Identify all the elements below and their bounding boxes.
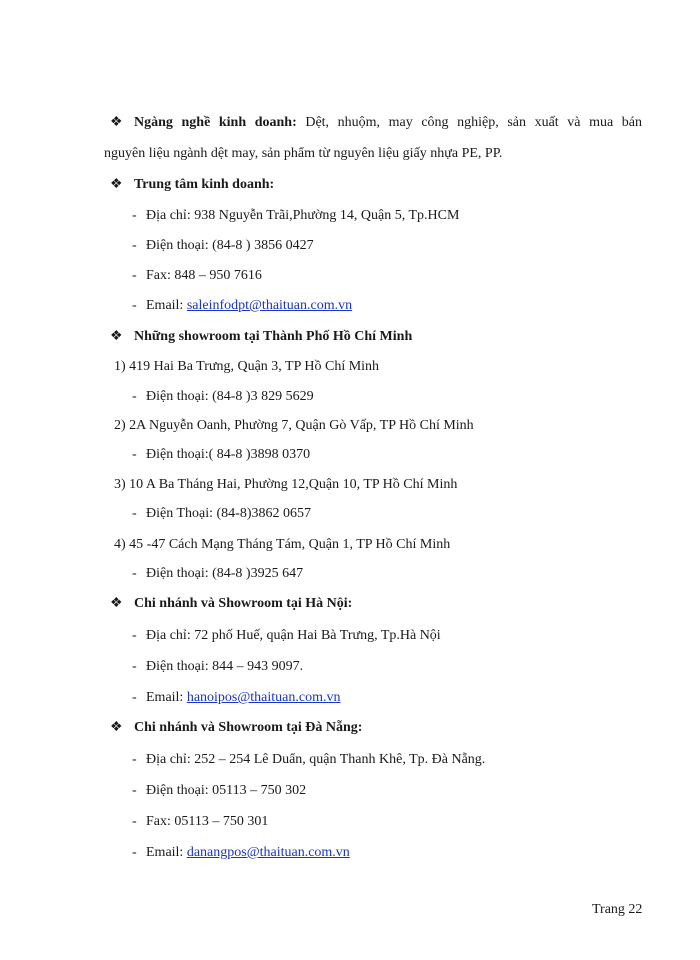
danang-email-link[interactable]: danangpos@thaituan.com.vn	[186, 845, 350, 860]
hcm-showroom-4-phone: - Điện thoại: (84-8 )3925 647	[132, 566, 304, 581]
hcm-showroom-3-phone: - Điện Thoại: (84-8)3862 0657	[132, 506, 311, 521]
section-heading-hcm: Những showroom tại Thành Phố Hồ Chí Minh	[134, 329, 413, 344]
hanoi-email-line: - Email: hanoipos@thaituan.com.vn	[132, 690, 341, 705]
hcm-showroom-4-address: 4) 45 -47 Cách Mạng Tháng Tám, Quận 1, TP Hồ Chí Minh	[114, 537, 451, 552]
center-email-line: - Email: saleinfodpt@thaituan.com.vn	[132, 298, 353, 313]
center-phone: - Điện thoại: (84-8 ) 3856 0427	[132, 238, 314, 253]
center-email-link[interactable]: saleinfodpt@thaituan.com.vn	[186, 298, 353, 313]
page-number: Trang 22	[592, 902, 643, 917]
diamond-bullet-icon: ❖	[110, 177, 123, 192]
business-text: Dệt, nhuộm, may công nghiệp, sản xuất và mua bán	[305, 115, 642, 130]
hcm-showroom-3-address: 3) 10 A Ba Tháng Hai, Phường 12,Quận 10, TP Hồ Chí Minh	[114, 477, 458, 492]
hanoi-phone: - Điện thoại: 844 – 943 9097.	[132, 659, 304, 674]
diamond-bullet-icon: ❖	[110, 329, 123, 344]
center-address: - Địa chỉ: 938 Nguyễn Trãi,Phường 14, Quận 5, Tp.HCM	[132, 208, 460, 223]
hcm-showroom-2-phone: - Điện thoại:( 84-8 )3898 0370	[132, 447, 311, 462]
danang-phone: - Điện thoại: 05113 – 750 302	[132, 783, 307, 798]
business-line-2: nguyên liệu ngành dệt may, sản phẩm từ nguyên liệu giấy nhựa PE, PP.	[104, 146, 503, 161]
center-fax: - Fax: 848 – 950 7616	[132, 268, 262, 283]
diamond-bullet-icon: ❖	[110, 115, 123, 130]
hcm-showroom-1-address: 1) 419 Hai Ba Trưng, Quận 3, TP Hồ Chí Minh	[114, 359, 380, 374]
section-heading-danang: Chi nhánh và Showroom tại Đà Nẵng:	[134, 720, 363, 735]
danang-address: - Địa chỉ: 252 – 254 Lê Duẩn, quận Thanh Khê, Tp. Đà Nẵng.	[132, 752, 486, 767]
section-heading-hanoi: Chi nhánh và Showroom tại Hà Nội:	[134, 596, 353, 611]
diamond-bullet-icon: ❖	[110, 596, 123, 611]
hanoi-address: - Địa chỉ: 72 phố Huế, quận Hai Bà Trưng, Tp.Hà Nội	[132, 628, 441, 643]
section-heading-center: Trung tâm kinh doanh:	[134, 177, 275, 192]
danang-email-line: - Email: danangpos@thaituan.com.vn	[132, 845, 350, 860]
diamond-bullet-icon: ❖	[110, 720, 123, 735]
hcm-showroom-1-phone: - Điện thoại: (84-8 )3 829 5629	[132, 389, 314, 404]
business-line-1	[134, 114, 642, 132]
hcm-showroom-2-address: 2) 2A Nguyễn Oanh, Phường 7, Quận Gò Vấp, TP Hồ Chí Minh	[114, 418, 474, 433]
business-label: Ngàng nghề kinh doanh:	[134, 115, 297, 130]
hanoi-email-link[interactable]: hanoipos@thaituan.com.vn	[186, 690, 341, 705]
danang-fax: - Fax: 05113 – 750 301	[132, 814, 269, 829]
